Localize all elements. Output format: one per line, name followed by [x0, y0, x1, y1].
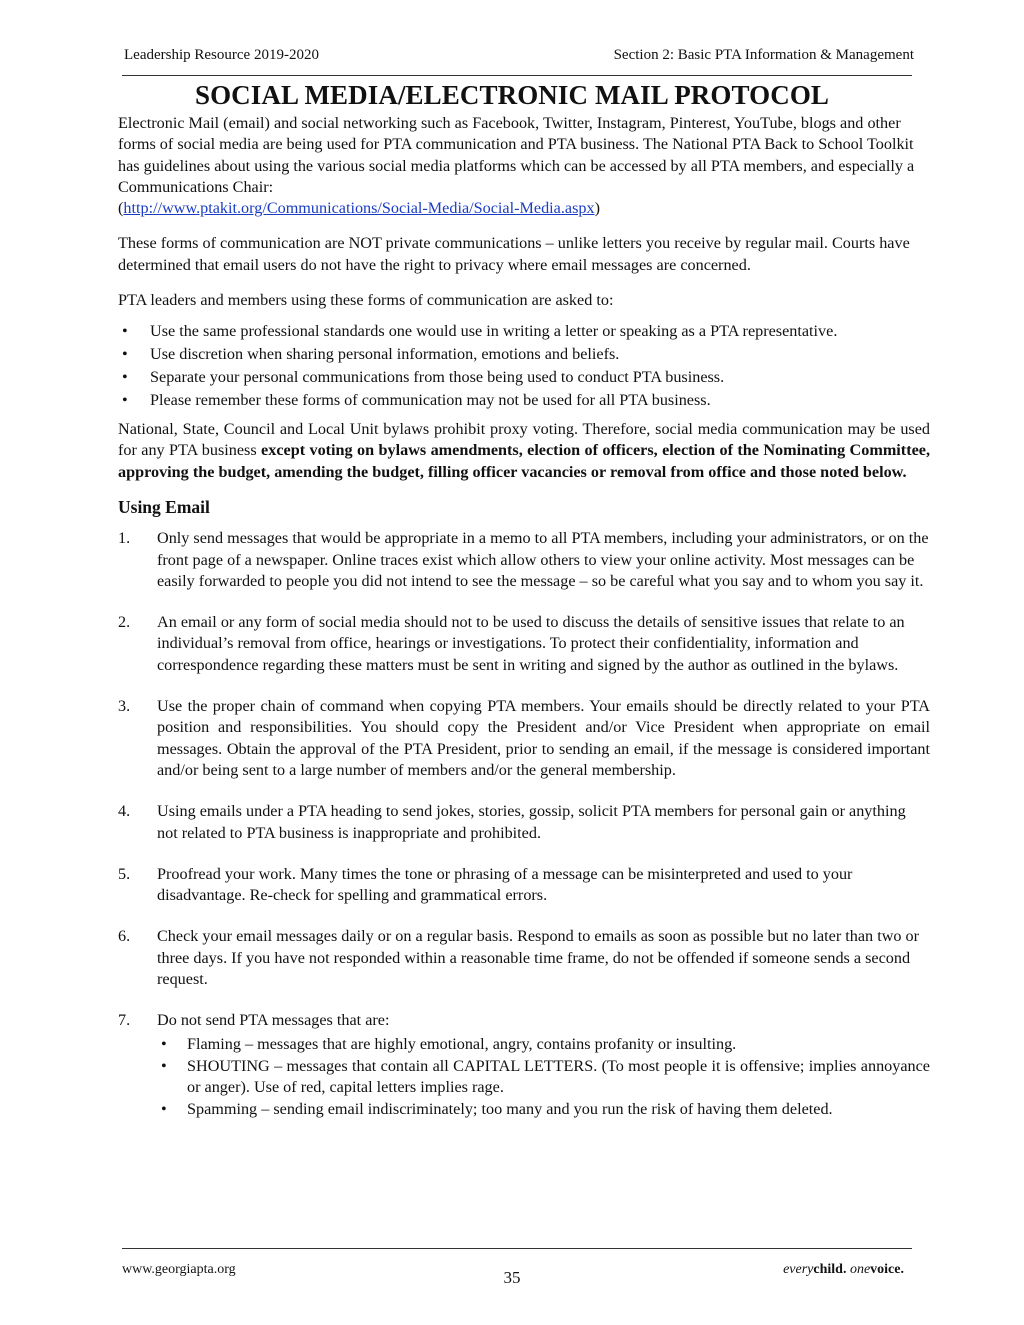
rule-item — [118, 1010, 930, 1120]
page-header — [124, 47, 914, 67]
toolkit-link[interactable]: http://www.ptakit.org/Communications/Social-Media/Social-Media.aspx — [123, 199, 595, 218]
bullet-text: Use discretion when sharing personal information, emotions and beliefs. — [150, 345, 620, 364]
private-note-paragraph: These forms of communication are NOT private communications – unlike letters you receive by regular mail. Courts have determined that email users do not have the right to privacy where email messages are concerned. — [118, 234, 910, 274]
bullet-dot-icon: • — [122, 367, 128, 386]
sub-bullet-text: SHOUTING – messages that contain all CAPITAL LETTERS. (To most people it is offensive; implies annoyance or anger). Use of red, capital letters implies rage. — [187, 1056, 930, 1097]
rule-text: Check your email messages daily or on a regular basis. Respond to emails as soon as possible but no later than two or three days. If you have not responded within a reasonable time frame, do not be offended if someone sends a second request. — [157, 927, 920, 988]
rule-number: 3. — [118, 697, 131, 716]
proxy-text: National, State, Council and Local Unit bylaws prohibit proxy voting. Therefore, social media communication may be used for any PTA business — [118, 420, 930, 460]
email-rules-list — [118, 528, 930, 1121]
footer-website: www.georgiapta.org — [122, 1262, 236, 1277]
bullet-text: Use the same professional standards one would use in writing a letter or speaking as a PTA representative. — [150, 322, 838, 341]
header-left: Leadership Resource 2019-2020 — [124, 47, 319, 63]
bullet-item — [118, 344, 930, 365]
conduct-bullet-list — [118, 321, 930, 411]
rule-number: 7. — [118, 1011, 131, 1030]
bullet-dot-icon: • — [161, 1056, 167, 1075]
rule-item — [118, 528, 930, 592]
rule-item — [118, 696, 930, 781]
rule-number: 6. — [118, 927, 131, 946]
sub-bullet-item — [157, 1056, 930, 1099]
proxy-voting-paragraph — [118, 419, 930, 483]
rule-number: 2. — [118, 613, 131, 632]
rule-item — [118, 926, 930, 990]
document-body — [118, 113, 930, 1122]
rule-number: 5. — [118, 864, 131, 883]
slogan-voice: voice. — [870, 1262, 904, 1277]
intro-paragraph — [118, 113, 930, 219]
bullet-text: Separate your personal communications from those being used to conduct PTA business. — [150, 367, 725, 386]
slogan-every: every — [783, 1262, 814, 1277]
page-title: SOCIAL MEDIA/ELECTRONIC MAIL PROTOCOL — [194, 80, 830, 110]
rule-text: An email or any form of social media should not to be used to discuss the details of sensitive issues that relate to an individual’s removal from office, hearings or investigations. To protect their confidentiality, information and correspondence regarding these matters must be sent in writing and signed by the author as outlined in the bylaws. — [157, 613, 905, 674]
header-divider — [122, 75, 912, 76]
bullet-dot-icon: • — [161, 1100, 167, 1119]
sub-bullet-item — [157, 1034, 930, 1055]
section-heading: Using Email — [118, 496, 210, 517]
rule-text: Only send messages that would be appropriate in a memo to all PTA members, including your administrators, or on the front page of a newspaper. Online traces exist which allow others to view your online activity. Most messages can be easily forwarded to people you did not intend to see the message – so be careful what you say and to whom you say it. — [157, 529, 929, 590]
proxy-bold-text: except voting on bylaws amendments, election of officers, election of the Nominating Committee, approving the budget, amending the budget, filling officer vacancies or removal from office and those noted below. — [118, 441, 931, 481]
bullet-item — [118, 367, 930, 388]
rule-number: 4. — [118, 802, 131, 821]
intro-text: Electronic Mail (email) and social networking such as Facebook, Twitter, Instagram, Pinterest, YouTube, blogs and other forms of social media are being used for PTA communication and PTA business. The National PTA Back to School Toolkit has guidelines about using the various social media platforms which can be accessed by all PTA members, and especially a Communications Chair: — [118, 114, 915, 196]
footer-slogan — [783, 1262, 904, 1278]
rule-text: Proofread your work. Many times the tone or phrasing of a message can be misinterpreted and used to your disadvantage. Re-check for spelling and grammatical errors. — [157, 864, 853, 905]
rule-item — [118, 864, 930, 907]
header-right: Section 2: Basic PTA Information & Management — [613, 47, 914, 63]
sub-bullet-text: Spamming – sending email indiscriminately; too many and you run the risk of having them deleted. — [187, 1100, 833, 1119]
page-number: 35 — [503, 1268, 521, 1287]
sub-bullet-item — [157, 1099, 930, 1120]
rule-number: 1. — [118, 529, 131, 548]
slogan-one: one — [849, 1262, 871, 1277]
prohibited-messages-list — [157, 1034, 930, 1121]
intro-paren-close: ) — [594, 199, 600, 218]
slogan-child: child. — [813, 1262, 850, 1277]
bullet-dot-icon: • — [122, 322, 128, 341]
asked-to-paragraph: PTA leaders and members using these forms of communication are asked to: — [118, 291, 614, 310]
bullet-item — [118, 390, 930, 411]
bullet-dot-icon: • — [122, 345, 128, 364]
rule-item — [118, 612, 930, 676]
bullet-dot-icon: • — [161, 1034, 167, 1053]
intro-paren-open: ( — [118, 199, 124, 218]
rule-text: Use the proper chain of command when copying PTA members. Your emails should be directly related to your PTA position and responsibilities. You should copy the President and/or Vice President when appropriate on email messages. Obtain the approval of the PTA President, prior to sending an email, if the message is considered important and/or being sent to a large number of members and/or the general membership. — [157, 697, 930, 779]
rule-item — [118, 801, 930, 844]
sub-bullet-text: Flaming – messages that are highly emotional, angry, contains profanity or insulting. — [187, 1034, 737, 1053]
rule-text: Do not send PTA messages that are: — [157, 1011, 390, 1030]
bullet-dot-icon: • — [122, 390, 128, 409]
rule-text: Using emails under a PTA heading to send jokes, stories, gossip, solicit PTA members for personal gain or anything not related to PTA business is inappropriate and prohibited. — [157, 802, 906, 842]
bullet-text: Please remember these forms of communication may not be used for all PTA business. — [150, 390, 711, 409]
bullet-item — [118, 321, 930, 342]
footer-divider — [122, 1248, 912, 1249]
